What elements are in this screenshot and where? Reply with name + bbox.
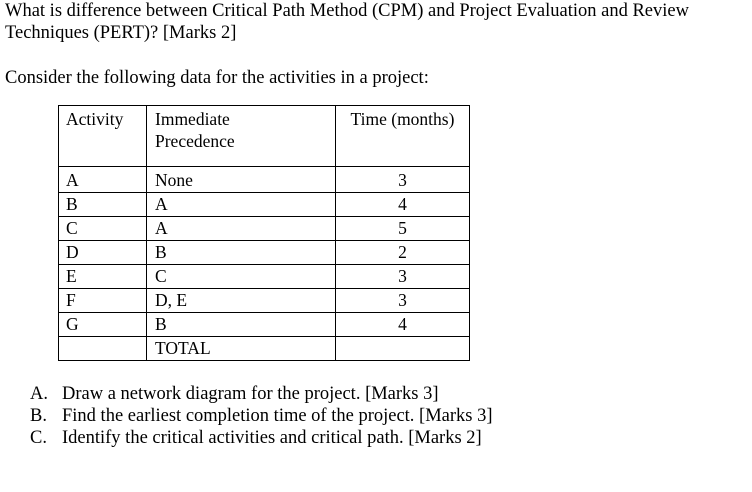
cell-precedence: B	[147, 313, 336, 337]
header-precedence-text: Immediate Precedence	[155, 109, 235, 151]
table-header-row	[59, 106, 470, 167]
cell-activity: G	[59, 313, 147, 337]
table-row	[59, 289, 470, 313]
cell-precedence: D, E	[147, 289, 336, 313]
activity-table	[58, 105, 470, 361]
table-total-row	[59, 337, 470, 361]
task-marker: A.	[30, 384, 48, 404]
cell-activity: B	[59, 193, 147, 217]
cell-time: 4	[336, 313, 470, 337]
cell-precedence: None	[147, 167, 336, 193]
cell-activity	[59, 337, 147, 361]
task-marker: C.	[30, 428, 47, 448]
task-marker: B.	[30, 406, 47, 426]
task-item	[30, 427, 493, 449]
task-text: Find the earliest completion time of the project. [Marks 3]	[62, 406, 493, 426]
header-precedence	[147, 106, 336, 167]
table-row	[59, 241, 470, 265]
cell-activity: C	[59, 217, 147, 241]
cell-precedence: C	[147, 265, 336, 289]
cell-activity: D	[59, 241, 147, 265]
cell-time: 4	[336, 193, 470, 217]
cell-precedence: A	[147, 217, 336, 241]
task-item	[30, 405, 493, 427]
question-text: What is difference between Critical Path Method (CPM) and Project Evaluation and Review Techniques (PERT)? [Marks 2]	[5, 1, 689, 43]
cell-time: 3	[336, 167, 470, 193]
cell-total-time	[336, 337, 470, 361]
task-text: Identify the critical activities and critical path. [Marks 2]	[62, 428, 482, 448]
task-list	[30, 383, 493, 449]
cell-time: 3	[336, 289, 470, 313]
cell-precedence: B	[147, 241, 336, 265]
cell-precedence: A	[147, 193, 336, 217]
cell-activity: F	[59, 289, 147, 313]
cell-time: 2	[336, 241, 470, 265]
table-row	[59, 167, 470, 193]
cell-time: 3	[336, 265, 470, 289]
cell-time: 5	[336, 217, 470, 241]
header-time: Time (months)	[336, 106, 470, 167]
table-row	[59, 265, 470, 289]
table-row	[59, 217, 470, 241]
header-activity: Activity	[59, 106, 147, 167]
task-item	[30, 383, 493, 405]
cell-activity: A	[59, 167, 147, 193]
cell-activity: E	[59, 265, 147, 289]
cell-total-label: TOTAL	[147, 337, 336, 361]
table-row	[59, 193, 470, 217]
table-row	[59, 313, 470, 337]
task-text: Draw a network diagram for the project. [Marks 3]	[62, 384, 439, 404]
intro-text: Consider the following data for the activities in a project:	[5, 68, 429, 88]
